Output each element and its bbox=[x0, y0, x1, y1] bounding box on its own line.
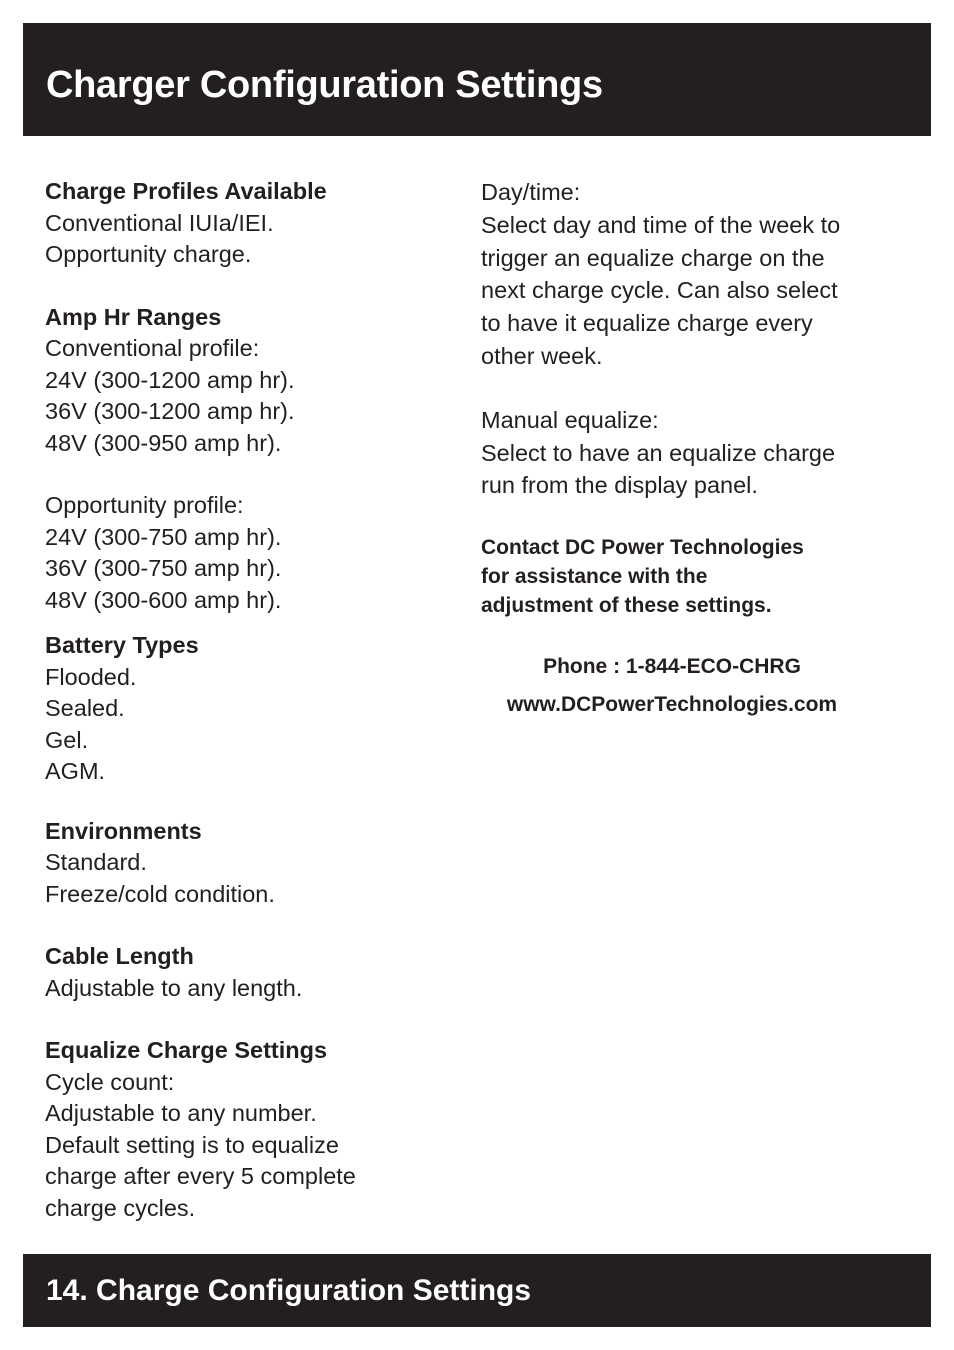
right-column bbox=[481, 176, 891, 724]
text-line: 36V (300-750 amp hr). bbox=[45, 555, 282, 581]
section-heading: Equalize Charge Settings bbox=[45, 1037, 328, 1063]
text-line: Manual equalize: bbox=[481, 406, 659, 433]
text-line: Conventional profile: bbox=[45, 335, 260, 361]
text-line: Default setting is to equalize bbox=[45, 1131, 339, 1158]
page-title: Charger Configuration Settings bbox=[46, 64, 603, 106]
text-line: Adjustable to any number. bbox=[45, 1100, 317, 1126]
section-footer-title: 14. Charge Configuration Settings bbox=[46, 1274, 532, 1307]
text-line: Cycle count: bbox=[45, 1068, 175, 1095]
text-line: adjustment of these settings. bbox=[481, 594, 772, 618]
text-line: for assistance with the bbox=[481, 565, 708, 589]
text-line: Standard. bbox=[45, 849, 147, 875]
section-cable-length bbox=[45, 941, 445, 1004]
section-battery-types bbox=[45, 630, 445, 788]
contact-note bbox=[481, 533, 891, 620]
text-line: to have it equalize charge every bbox=[481, 310, 813, 337]
text-line: Select to have an equalize charge bbox=[481, 439, 836, 466]
text-line: Select day and time of the week to bbox=[481, 211, 841, 238]
text-line: 24V (300-750 amp hr). bbox=[45, 523, 282, 550]
phone-number: Phone : 1-844-ECO-CHRG bbox=[543, 655, 801, 679]
text-line: Sealed. bbox=[45, 695, 125, 721]
text-line: Day/time: bbox=[481, 179, 581, 205]
text-line: Contact DC Power Technologies bbox=[481, 536, 804, 560]
text-line: 36V (300-1200 amp hr). bbox=[45, 398, 295, 424]
section-heading: Cable Length bbox=[45, 943, 194, 969]
text-line: Opportunity charge. bbox=[45, 241, 252, 267]
section-day-time bbox=[481, 176, 891, 373]
website-link[interactable]: www.DCPowerTechnologies.com bbox=[506, 693, 838, 717]
section-manual-equalize bbox=[481, 404, 891, 502]
section-heading: Charge Profiles Available bbox=[45, 178, 327, 204]
section-environments bbox=[45, 816, 445, 911]
text-line: Freeze/cold condition. bbox=[45, 880, 275, 907]
header-banner bbox=[23, 23, 931, 136]
text-line: Flooded. bbox=[45, 663, 137, 690]
section-heading: Amp Hr Ranges bbox=[45, 303, 222, 330]
text-line: Conventional IUIa/IEI. bbox=[45, 209, 274, 236]
text-line: other week. bbox=[481, 342, 603, 369]
text-line: charge cycles. bbox=[45, 1194, 196, 1221]
text-line: Adjustable to any length. bbox=[45, 974, 303, 1001]
footer-banner bbox=[23, 1254, 931, 1327]
text-line: 48V (300-950 amp hr). bbox=[45, 429, 282, 456]
text-line: Gel. bbox=[45, 726, 89, 753]
text-line: AGM. bbox=[45, 758, 106, 784]
text-line: charge after every 5 complete bbox=[45, 1163, 356, 1189]
text-line: 24V (300-1200 amp hr). bbox=[45, 366, 295, 393]
left-column bbox=[45, 176, 445, 1255]
section-equalize-settings bbox=[45, 1035, 445, 1224]
text-line: trigger an equalize charge on the bbox=[481, 244, 825, 271]
section-heading: Environments bbox=[45, 817, 202, 844]
text-line: run from the display panel. bbox=[481, 472, 758, 499]
section-charge-profiles bbox=[45, 176, 445, 271]
spacer bbox=[45, 459, 445, 490]
text-line: next charge cycle. Can also select bbox=[481, 277, 838, 304]
section-heading: Battery Types bbox=[45, 632, 199, 658]
text-line: Opportunity profile: bbox=[45, 492, 244, 518]
contact-details bbox=[481, 648, 863, 724]
section-amp-hr-ranges bbox=[45, 302, 445, 617]
text-line: 48V (300-600 amp hr). bbox=[45, 586, 282, 613]
